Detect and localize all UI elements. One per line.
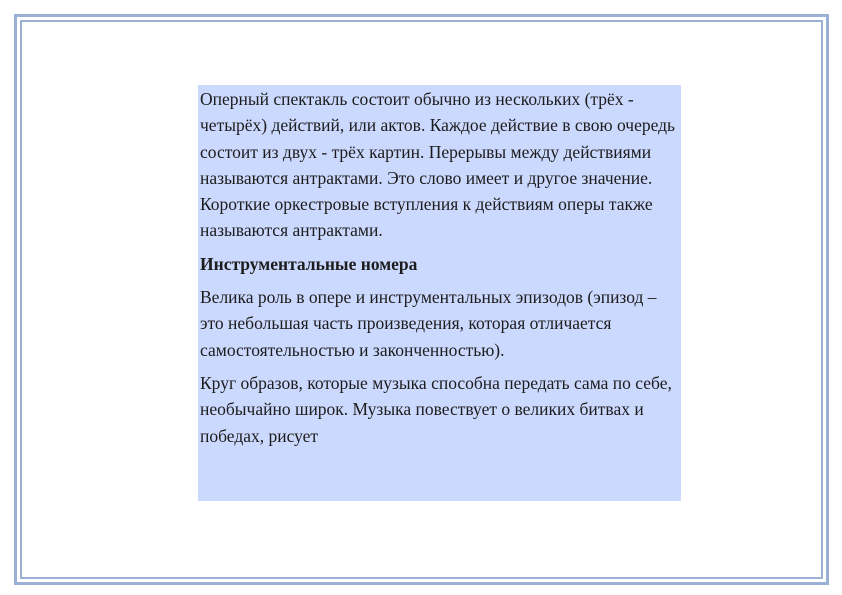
- paragraph-intro: Оперный спектакль состоит обычно из нескольких (трёх - четырёх) действий, или актов. Каждое действие в свою очередь состоит из двух - трёх картин. Перерывы между действиями называются антрактами. Это слово имеет и другое значение. Короткие оркестровые вступления к действиям оперы также называются антрактами.: [200, 89, 676, 241]
- paragraph-images: Круг образов, которые музыка способна передать сама по себе, необычайно широк. Музыка повествует о великих битвах и победах, рисует: [200, 372, 672, 446]
- section-heading: Инструментальные номера: [200, 253, 418, 274]
- paragraph-instrumental: Велика роль в опере и инструментальных эпизодов (эпизод – это небольшая часть произведения, которая отличается самостоятельностью и законченностью).: [200, 287, 657, 360]
- text-box: [198, 85, 681, 501]
